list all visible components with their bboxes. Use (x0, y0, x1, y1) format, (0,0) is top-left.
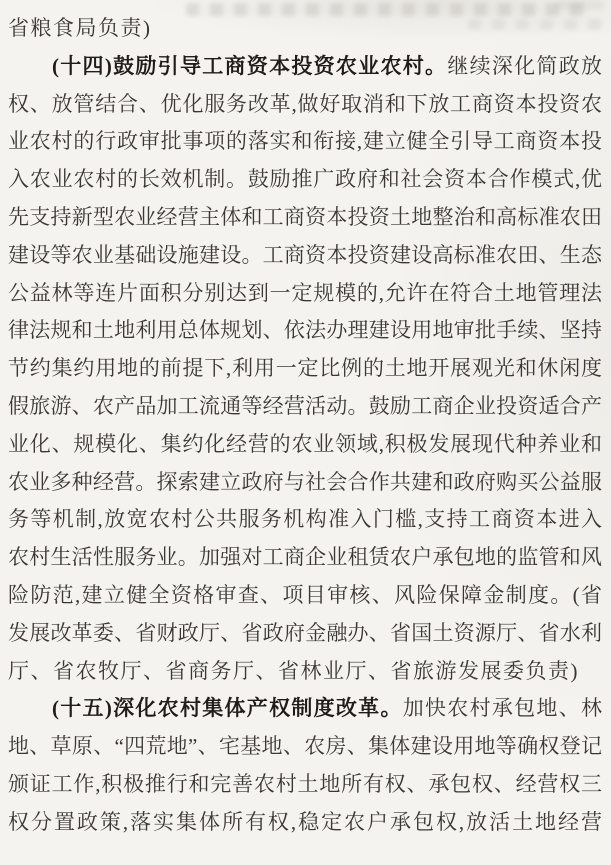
section-heading: (十四)鼓励引导工商资本投资农业农村。 (52, 53, 448, 78)
text-line (8, 312, 602, 350)
body-text: 节约集约用地的前提下,利用一定比例的土地开展观光和休闲度 (8, 356, 602, 381)
text-line (8, 426, 602, 464)
body-text: 厅、省农牧厅、省商务厅、省林业厅、省旅游发展委负责) (8, 658, 579, 683)
text-line (8, 464, 602, 502)
body-text: 险防范,建立健全资格审查、项目审核、风险保障金制度。(省 (8, 582, 602, 607)
text-line (8, 86, 602, 124)
text-line (8, 48, 602, 86)
body-text: 加快农村承包地、林 (402, 696, 602, 721)
text-line (8, 123, 602, 161)
body-text: 省粮食局负责) (8, 16, 152, 40)
text-line (8, 615, 602, 653)
text-line (8, 539, 602, 577)
text-line (8, 653, 602, 691)
body-text: 假旅游、农产品加工流通等经营活动。鼓励工商企业投资适合产 (8, 393, 602, 418)
body-text: 颁证工作,积极推行和完善农村土地所有权、承包权、经营权三 (8, 771, 602, 796)
text-line (8, 690, 602, 728)
body-text: 公益林等连片面积分别达到一定规模的,允许在符合土地管理法 (8, 280, 602, 305)
text-line (8, 577, 602, 615)
body-text: 地、草原、“四荒地”、宅基地、农房、集体建设用地等确权登记 (8, 734, 602, 759)
text-line (8, 199, 602, 237)
text-line (8, 161, 602, 199)
text-line (8, 501, 602, 539)
body-text: 入农业农村的长效机制。鼓励推广政府和社会资本合作模式,优 (8, 167, 602, 192)
bleed-through-artifact (556, 0, 604, 10)
body-text: 继续深化简政放 (447, 53, 602, 78)
text-line (8, 350, 602, 388)
text-line (8, 275, 602, 313)
body-text: 业农村的行政审批事项的落实和衔接,建立健全引导工商资本投 (8, 129, 602, 154)
text-line (8, 237, 602, 275)
body-text: 先支持新型农业经营主体和工商资本投资土地整治和高标准农田 (8, 204, 602, 229)
body-text: 业化、规模化、集约化经营的农业领域,积极发展现代种养业和 (8, 431, 602, 456)
text-line (8, 804, 602, 842)
body-text: 律法规和土地利用总体规划、依法办理建设用地审批手续、坚持 (8, 318, 602, 343)
text-line (8, 766, 602, 804)
body-text: 建设等农业基础设施建设。工商资本投资建设高标准农田、生态 (8, 242, 602, 267)
body-text: 权分置政策,落实集体所有权,稳定农户承包权,放活土地经营 (8, 809, 602, 834)
body-text: 务等机制,放宽农村公共服务机构准入门槛,支持工商资本进入 (8, 507, 602, 532)
body-text: 农村生活性服务业。加强对工商企业租赁农户承包地的监管和风 (8, 545, 602, 570)
text-line (8, 10, 602, 48)
body-text: 权、放管结合、优化服务改革,做好取消和下放工商资本投资农 (8, 91, 602, 116)
text-line (8, 388, 602, 426)
body-text: 农业多种经营。探索建立政府与社会合作共建和政府购买公益服 (8, 469, 602, 494)
body-text: 发展改革委、省财政厅、省政府金融办、省国土资源厅、省水利 (8, 620, 602, 645)
section-heading: (十五)深化农村集体产权制度改革。 (52, 696, 403, 721)
text-line (8, 728, 602, 766)
document-body (8, 10, 602, 842)
